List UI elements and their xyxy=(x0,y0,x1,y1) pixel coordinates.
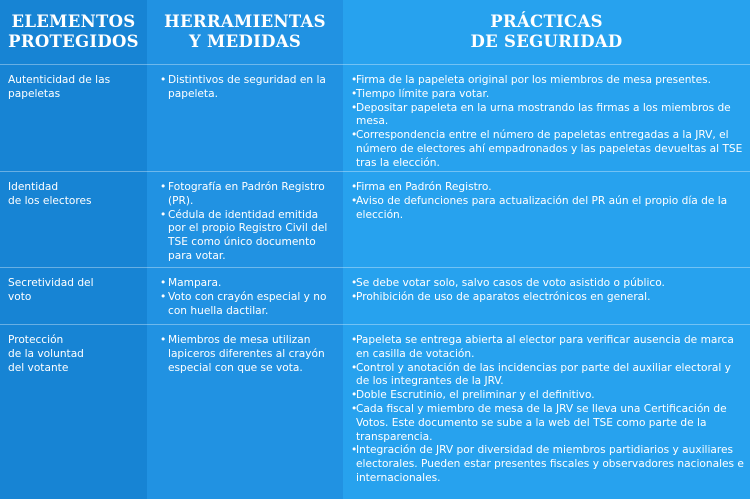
practice-item: • Integración de JRV por diversidad de miembros partidiarios y auxiliares electorales. Pueden estar presentes fiscales y observadores nacionales e internacionales. xyxy=(343,444,750,485)
row-element-line: Identidad xyxy=(8,181,59,193)
header-line: PRÁCTICAS xyxy=(490,12,603,31)
practice-item: • Cada fiscal y miembro de mesa de la JRV se lleva una Certificación de Votos. Este documento se sube a la web del TSE como parte de la transparencia. xyxy=(343,403,750,444)
row-element-identidad xyxy=(0,171,147,267)
tool-item: • Fotografía en Padrón Registro (PR). xyxy=(147,181,343,209)
row-element-line: del votante xyxy=(8,361,69,374)
practice-item: • Papeleta se entrega abierta al elector para verificar ausencia de marca en casilla de votación. xyxy=(343,334,750,362)
header-line: DE SEGURIDAD xyxy=(470,32,623,51)
practice-item: • Doble Escrutinio, el preliminar y el definitivo. xyxy=(343,389,750,403)
row-element-proteccion xyxy=(0,324,147,499)
header-line: HERRAMIENTAS xyxy=(164,12,326,31)
tool-item: • Voto con crayón especial y no con huella dactilar. xyxy=(147,291,343,319)
practice-item: • Prohibición de uso de aparatos electrónicos en general. xyxy=(343,291,750,305)
row-practices-secretividad xyxy=(343,267,750,324)
practice-item: • Control y anotación de las incidencias por parte del auxiliar electoral y de los integrantes de la JRV. xyxy=(343,362,750,390)
practice-item: • Firma en Padrón Registro. xyxy=(343,181,750,195)
row-tools-secretividad xyxy=(147,267,343,324)
practice-item: • Firma de la papeleta original por los miembros de mesa presentes. xyxy=(343,74,750,88)
row-element-line: papeletas xyxy=(8,87,61,100)
practice-item: • Se debe votar solo, salvo casos de voto asistido o público. xyxy=(343,277,750,291)
tool-item: • Mampara. xyxy=(147,277,343,291)
row-element-autenticidad xyxy=(0,64,147,171)
practice-item: • Aviso de defunciones para actualización del PR aún el propio día de la elección. xyxy=(343,195,750,223)
tool-item: • Miembros de mesa utilizan lapiceros diferentes al crayón especial con que se vota. xyxy=(147,334,343,375)
row-element-secretividad xyxy=(0,267,147,324)
row-tools-autenticidad xyxy=(147,64,343,171)
row-tools-proteccion xyxy=(147,324,343,499)
row-practices-proteccion xyxy=(343,324,750,499)
row-element-line: Protección xyxy=(8,334,64,346)
header-line: ELEMENTOS xyxy=(11,12,136,31)
row-tools-identidad xyxy=(147,171,343,267)
tool-item: • Cédula de identidad emitida por el propio Registro Civil del TSE como único documento para votar. xyxy=(147,209,343,264)
tool-item: • Distintivos de seguridad en la papeleta. xyxy=(147,74,343,102)
practice-item: • Depositar papeleta en la urna mostrando las firmas a los miembros de mesa. xyxy=(343,102,750,130)
practice-item: • Tiempo límite para votar. xyxy=(343,88,750,102)
row-element-line: voto xyxy=(8,290,32,303)
header-line: Y MEDIDAS xyxy=(188,32,302,51)
header-elementos-protegidos xyxy=(0,0,147,64)
row-practices-identidad xyxy=(343,171,750,267)
row-practices-autenticidad xyxy=(343,64,750,171)
header-line: PROTEGIDOS xyxy=(8,32,139,51)
row-element-line: Secretividad del xyxy=(8,277,94,289)
header-herramientas-medidas xyxy=(147,0,343,64)
row-element-line: de la voluntad xyxy=(8,347,84,360)
header-practicas-seguridad xyxy=(343,0,750,64)
practice-item: • Correspondencia entre el número de papeletas entregadas a la JRV, el número de electores ahí empadronados y las papeletas devueltas al TSE tras la elección. xyxy=(343,129,750,170)
row-element-line: Autenticidad de las xyxy=(8,74,111,86)
row-element-line: de los electores xyxy=(8,194,92,207)
